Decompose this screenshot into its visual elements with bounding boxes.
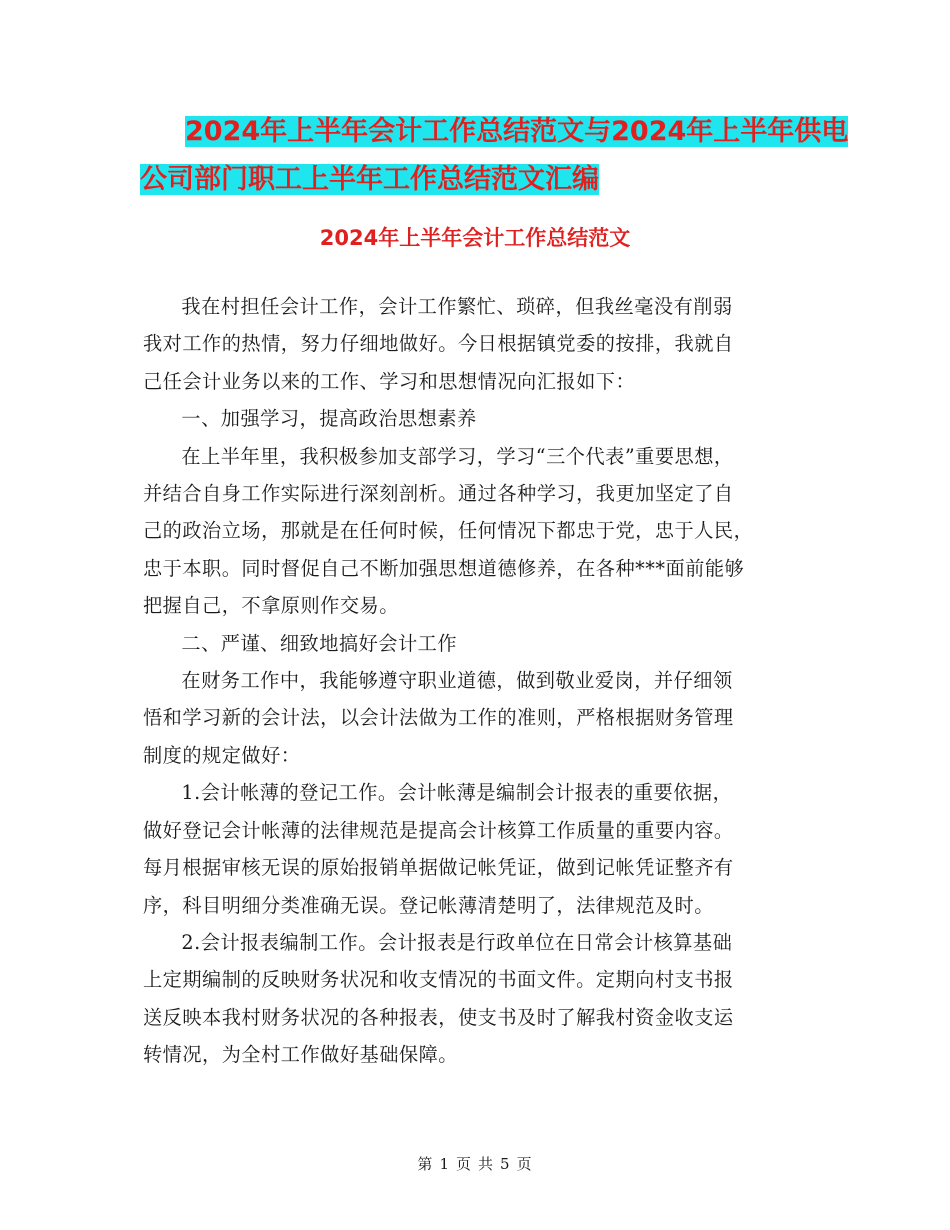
paragraph-line: 2.会计报表编制工作。会计报表是行政单位在日常会计核算基础 bbox=[181, 930, 733, 954]
paragraph-line: 我对工作的热情，努力仔细地做好。今日根据镇党委的按排，我就自 bbox=[143, 332, 734, 356]
footer-total-word: 共 bbox=[478, 1155, 495, 1173]
title-line-2 bbox=[140, 156, 830, 204]
paragraph bbox=[143, 924, 813, 1074]
paragraph-line: 一、加强学习，提高政治思想素养 bbox=[181, 407, 477, 431]
footer-page-word: 页 bbox=[455, 1155, 472, 1173]
paragraph-line: 我在村担任会计工作，会计工作繁忙、琐碎，但我丝毫没有削弱 bbox=[181, 295, 733, 318]
paragraph-line: 忠于本职。同时督促自己不断加强思想道德修养，在各种***面前能够 bbox=[143, 556, 745, 580]
paragraph bbox=[143, 662, 813, 774]
paragraph-line: 己的政治立场，那就是在任何时候，任何情况下都忠于党，忠于人民， bbox=[143, 519, 754, 543]
paragraph-line: 送反映本我村财务状况的各种报表，使支书及时了解我村资金收支运 bbox=[143, 1005, 734, 1029]
section-title: 2024年上半年会计工作总结范文 bbox=[319, 226, 631, 250]
footer-page-number: 1 bbox=[439, 1155, 450, 1173]
document-title bbox=[140, 108, 849, 204]
paragraph bbox=[143, 288, 813, 400]
paragraph-line: 转情况，为全村工作做好基础保障。 bbox=[143, 1043, 458, 1067]
body-text bbox=[143, 288, 813, 1074]
paragraph-line: 上定期编制的反映财务状况和收支情况的书面文件。定期向村支书报 bbox=[143, 968, 734, 992]
footer-total-pages: 5 bbox=[500, 1155, 511, 1173]
paragraph-line: 每月根据审核无误的原始报销单据做记帐凭证，做到记帐凭证整齐有 bbox=[143, 856, 734, 880]
section-heading-1 bbox=[143, 400, 813, 437]
title-line-1-text: 2024年上半年会计工作总结范文与2024年上半年供电 bbox=[185, 116, 849, 147]
paragraph-line: 1.会计帐薄的登记工作。会计帐薄是编制会计报表的重要依据， bbox=[181, 781, 733, 805]
page-footer bbox=[0, 1153, 950, 1174]
title-line-2-text: 公司部门职工上半年工作总结范文汇编 bbox=[140, 164, 599, 195]
paragraph-line: 己任会计业务以来的工作、学习和思想情况向汇报如下： bbox=[143, 369, 636, 393]
paragraph bbox=[143, 774, 813, 924]
paragraph-line: 二、严谨、细致地搞好会计工作 bbox=[181, 631, 458, 655]
paragraph-line: 序，科目明细分类准确无误。登记帐薄清楚明了，法律规范及时。 bbox=[143, 893, 714, 917]
paragraph-line: 在上半年里，我积极参加支部学习，学习“三个代表”重要思想， bbox=[181, 444, 734, 468]
footer-suffix: 页 bbox=[516, 1155, 533, 1173]
paragraph bbox=[143, 438, 813, 625]
paragraph-line: 做好登记会计帐薄的法律规范是提高会计核算工作质量的重要内容。 bbox=[143, 818, 734, 842]
paragraph-line: 悟和学习新的会计法，以会计法做为工作的准则，严格根据财务管理 bbox=[143, 706, 734, 730]
paragraph-line: 在财务工作中，我能够遵守职业道德，做到敬业爱岗，并仔细领 bbox=[181, 669, 733, 693]
section-heading-2 bbox=[143, 625, 813, 662]
footer-prefix: 第 bbox=[417, 1155, 434, 1173]
title-line-1 bbox=[140, 108, 849, 156]
paragraph-line: 并结合自身工作实际进行深刻剖析。通过各种学习，我更加坚定了自 bbox=[143, 482, 734, 506]
paragraph-line: 制度的规定做好： bbox=[143, 743, 301, 767]
paragraph-line: 把握自己，不拿原则作交易。 bbox=[143, 594, 399, 618]
